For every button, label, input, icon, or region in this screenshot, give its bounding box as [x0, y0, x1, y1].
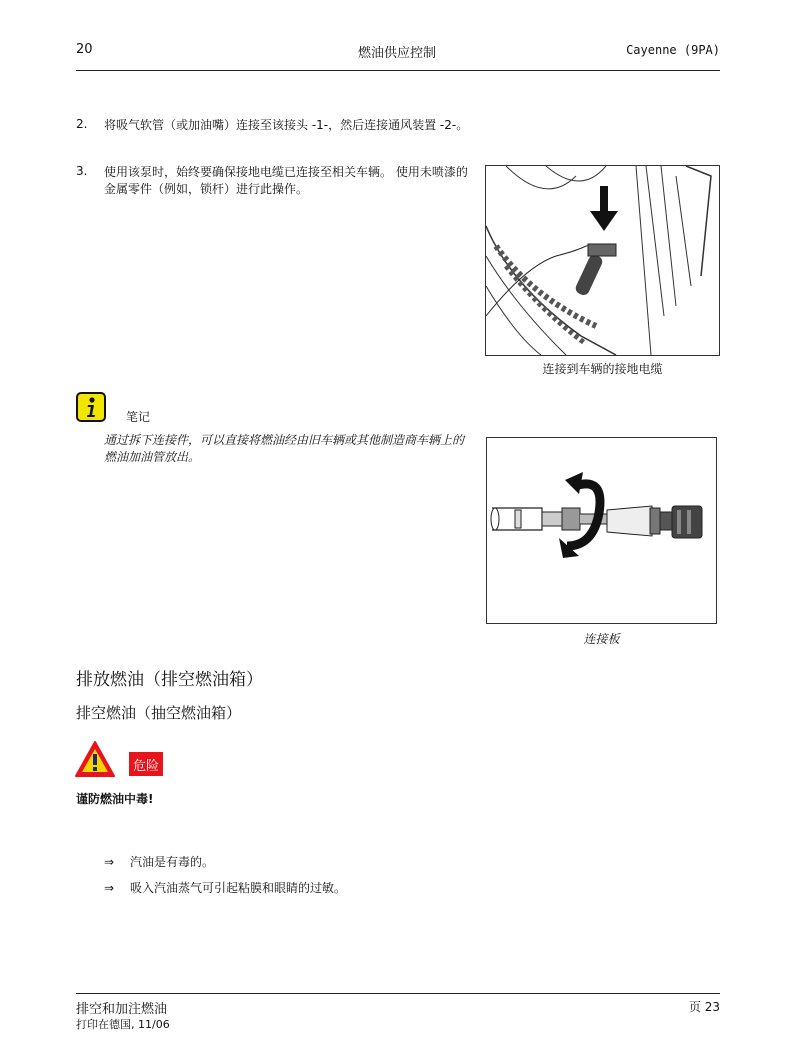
- header-rule: [76, 70, 720, 71]
- warning-triangle-glyph: [74, 740, 116, 778]
- danger-item: [104, 879, 346, 896]
- arrow-bullet-icon: ⇒: [104, 855, 115, 869]
- danger-label: 危险: [129, 752, 163, 776]
- figure-ground-cable: [485, 165, 720, 356]
- figure-caption: 连接板: [583, 632, 620, 646]
- danger-item-text: 吸入汽油蒸气可引起粘膜和眼睛的过敏。: [130, 881, 347, 895]
- step-text: 使用该泵时，始终要确保接地电缆已连接至相关车辆。 使用未喷漆的金属零件（例如，锁杆）进行此操作。: [104, 165, 468, 196]
- warning-triangle-icon: [74, 740, 116, 778]
- step-number: 2.: [76, 117, 88, 131]
- footer-page: 页 23: [688, 1000, 720, 1014]
- step-number: 3.: [76, 164, 88, 178]
- section-heading: 排放燃油（排空燃油箱）: [76, 670, 263, 690]
- subsection-heading: 排空燃油（抽空燃油箱）: [76, 704, 242, 722]
- header-model: Cayenne (9PA): [626, 43, 720, 57]
- footer-printed: 打印在德国, 11/06: [76, 1018, 170, 1031]
- ground-cable-illustration: [486, 166, 719, 355]
- footer-rule: [76, 993, 720, 994]
- info-icon: [76, 392, 106, 422]
- figure-connection-plate: [486, 437, 717, 624]
- figure-caption: 连接到车辆的接地电缆: [542, 362, 663, 376]
- header-title: 燃油供应控制: [357, 46, 436, 61]
- note-text: 通过拆下连接件，可以直接将燃油经由旧车辆或其他制造商车辆上的燃油加油管放出。: [104, 433, 465, 464]
- danger-item: [104, 853, 214, 870]
- header-page-number: 20: [76, 42, 93, 57]
- footer-title: 排空和加注燃油: [76, 1002, 168, 1017]
- note-label: 笔记: [126, 410, 151, 424]
- danger-headline: 谨防燃油中毒!: [76, 792, 154, 806]
- danger-item-text: 汽油是有毒的。: [130, 855, 215, 869]
- connection-plate-illustration: [487, 438, 716, 623]
- info-glyph: [78, 394, 104, 420]
- arrow-bullet-icon: ⇒: [104, 881, 115, 895]
- step-text: 将吸气软管（或加油嘴）连接至该接头 -1-，然后连接通风装置 -2-。: [104, 118, 469, 132]
